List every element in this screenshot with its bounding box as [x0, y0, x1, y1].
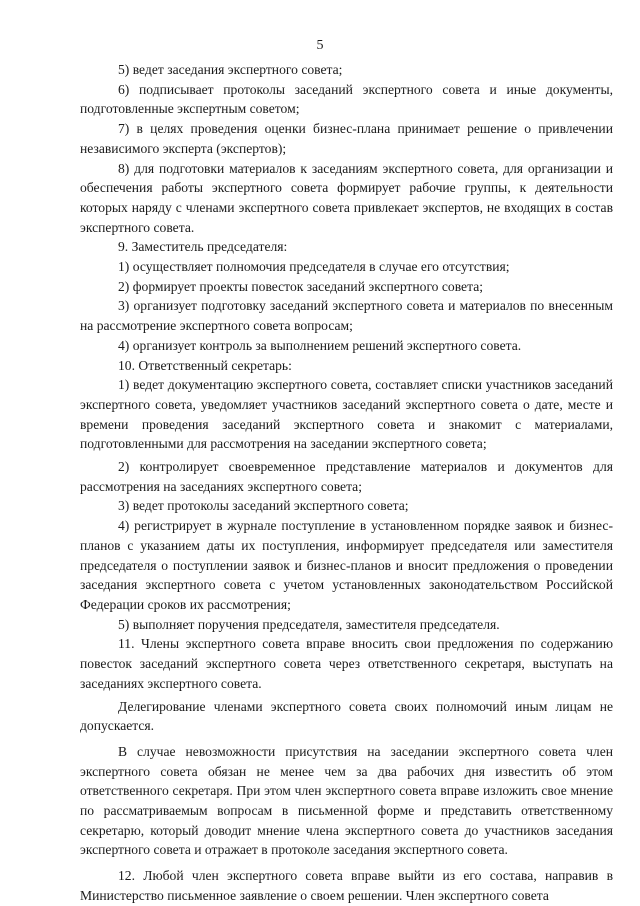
paragraph-11-absence: В случае невозможности присутствия на заседании экспертного совета член экспертного совета обязан не менее чем за два рабочих дня известить об этом ответственного секретаря. При этом член экспертного совета вправе изложить свое мнение по рассматриваемым вопросам в письменной форме и представить ответственному секретарю, который доводит мнение члена экспертного совета до участников заседания экспертного совета и отражает в протоколе заседания экспертного совета. [80, 743, 613, 858]
paragraph-1-8: 8) для подготовки материалов к заседаниям экспертного совета, для организации и обеспечения работы экспертного совета формирует рабочие группы, к деятельности которых наряду с членами экспертного совета привлекает экспертов, не входящих в состав экспертного совета. [80, 160, 613, 235]
page-number: 5 [316, 38, 324, 53]
paragraph-11-delegation: Делегирование членами экспертного совета своих полномочий иным лицам не допускается. [80, 698, 613, 734]
paragraph-9-4: 4) организует контроль за выполнением решений экспертного совета. [118, 337, 522, 353]
paragraph-10-5: 5) выполняет поручения председателя, заместителя председателя. [118, 616, 500, 632]
paragraph-10-3: 3) ведет протоколы заседаний экспертного совета; [118, 498, 409, 514]
paragraph-10-4: 4) регистрирует в журнале поступление в установленном порядке заявок и бизнес-планов с указанием даты их поступления, информирует председателя или заместителя председателя о поступлении заявок и бизнес-планов и вносит предложения о проведении заседания экспертного совета с учетом установленных законодательством Российской Федерации сроков их рассмотрения; [80, 518, 613, 612]
paragraph-1-5: 5) ведет заседания экспертного совета; [118, 62, 343, 77]
section-11-text: 11. Члены экспертного совета вправе вносить свои предложения по содержанию повесток заседаний экспертного совета через ответственного секретаря, выступать на заседаниях экспертного совета. [80, 636, 613, 691]
paragraph-9-1: 1) осуществляет полномочия председателя в случае его отсутствия; [118, 259, 510, 275]
section-9-heading: 9. Заместитель председателя: [118, 239, 288, 255]
section-12-text: 12. Любой член экспертного совета вправе выйти из его состава, направив в Министерство письменное заявление о своем решении. Член экспертного совета [80, 868, 613, 903]
paragraph-9-3: 3) организует подготовку заседаний экспертного совета и материалов по внесенным на рассмотрение экспертного совета вопросам; [80, 298, 613, 334]
paragraph-1-6: 6) подписывает протоколы заседаний экспертного совета и иные документы, подготовленные экспертным советом; [80, 81, 613, 117]
document-body [80, 60, 613, 906]
section-10-heading: 10. Ответственный секретарь: [118, 357, 292, 373]
paragraph-10-1: 1) ведет документацию экспертного совета, составляет списки участников заседаний экспертного совета, уведомляет участников заседаний экспертного совета о дате, месте и времени проведения заседаний экспертного совета и знакомит с материалами, подготовленными для рассмотрения на заседании экспертного совета; [80, 377, 613, 452]
paragraph-9-2: 2) формирует проекты повесток заседаний экспертного совета; [118, 278, 483, 294]
paragraph-1-7: 7) в целях проведения оценки бизнес-плана принимает решение о привлечении независимого эксперта (экспертов); [80, 121, 613, 156]
paragraph-10-2: 2) контролирует своевременное представление материалов и документов для рассмотрения на заседаниях экспертного совета; [80, 459, 613, 494]
